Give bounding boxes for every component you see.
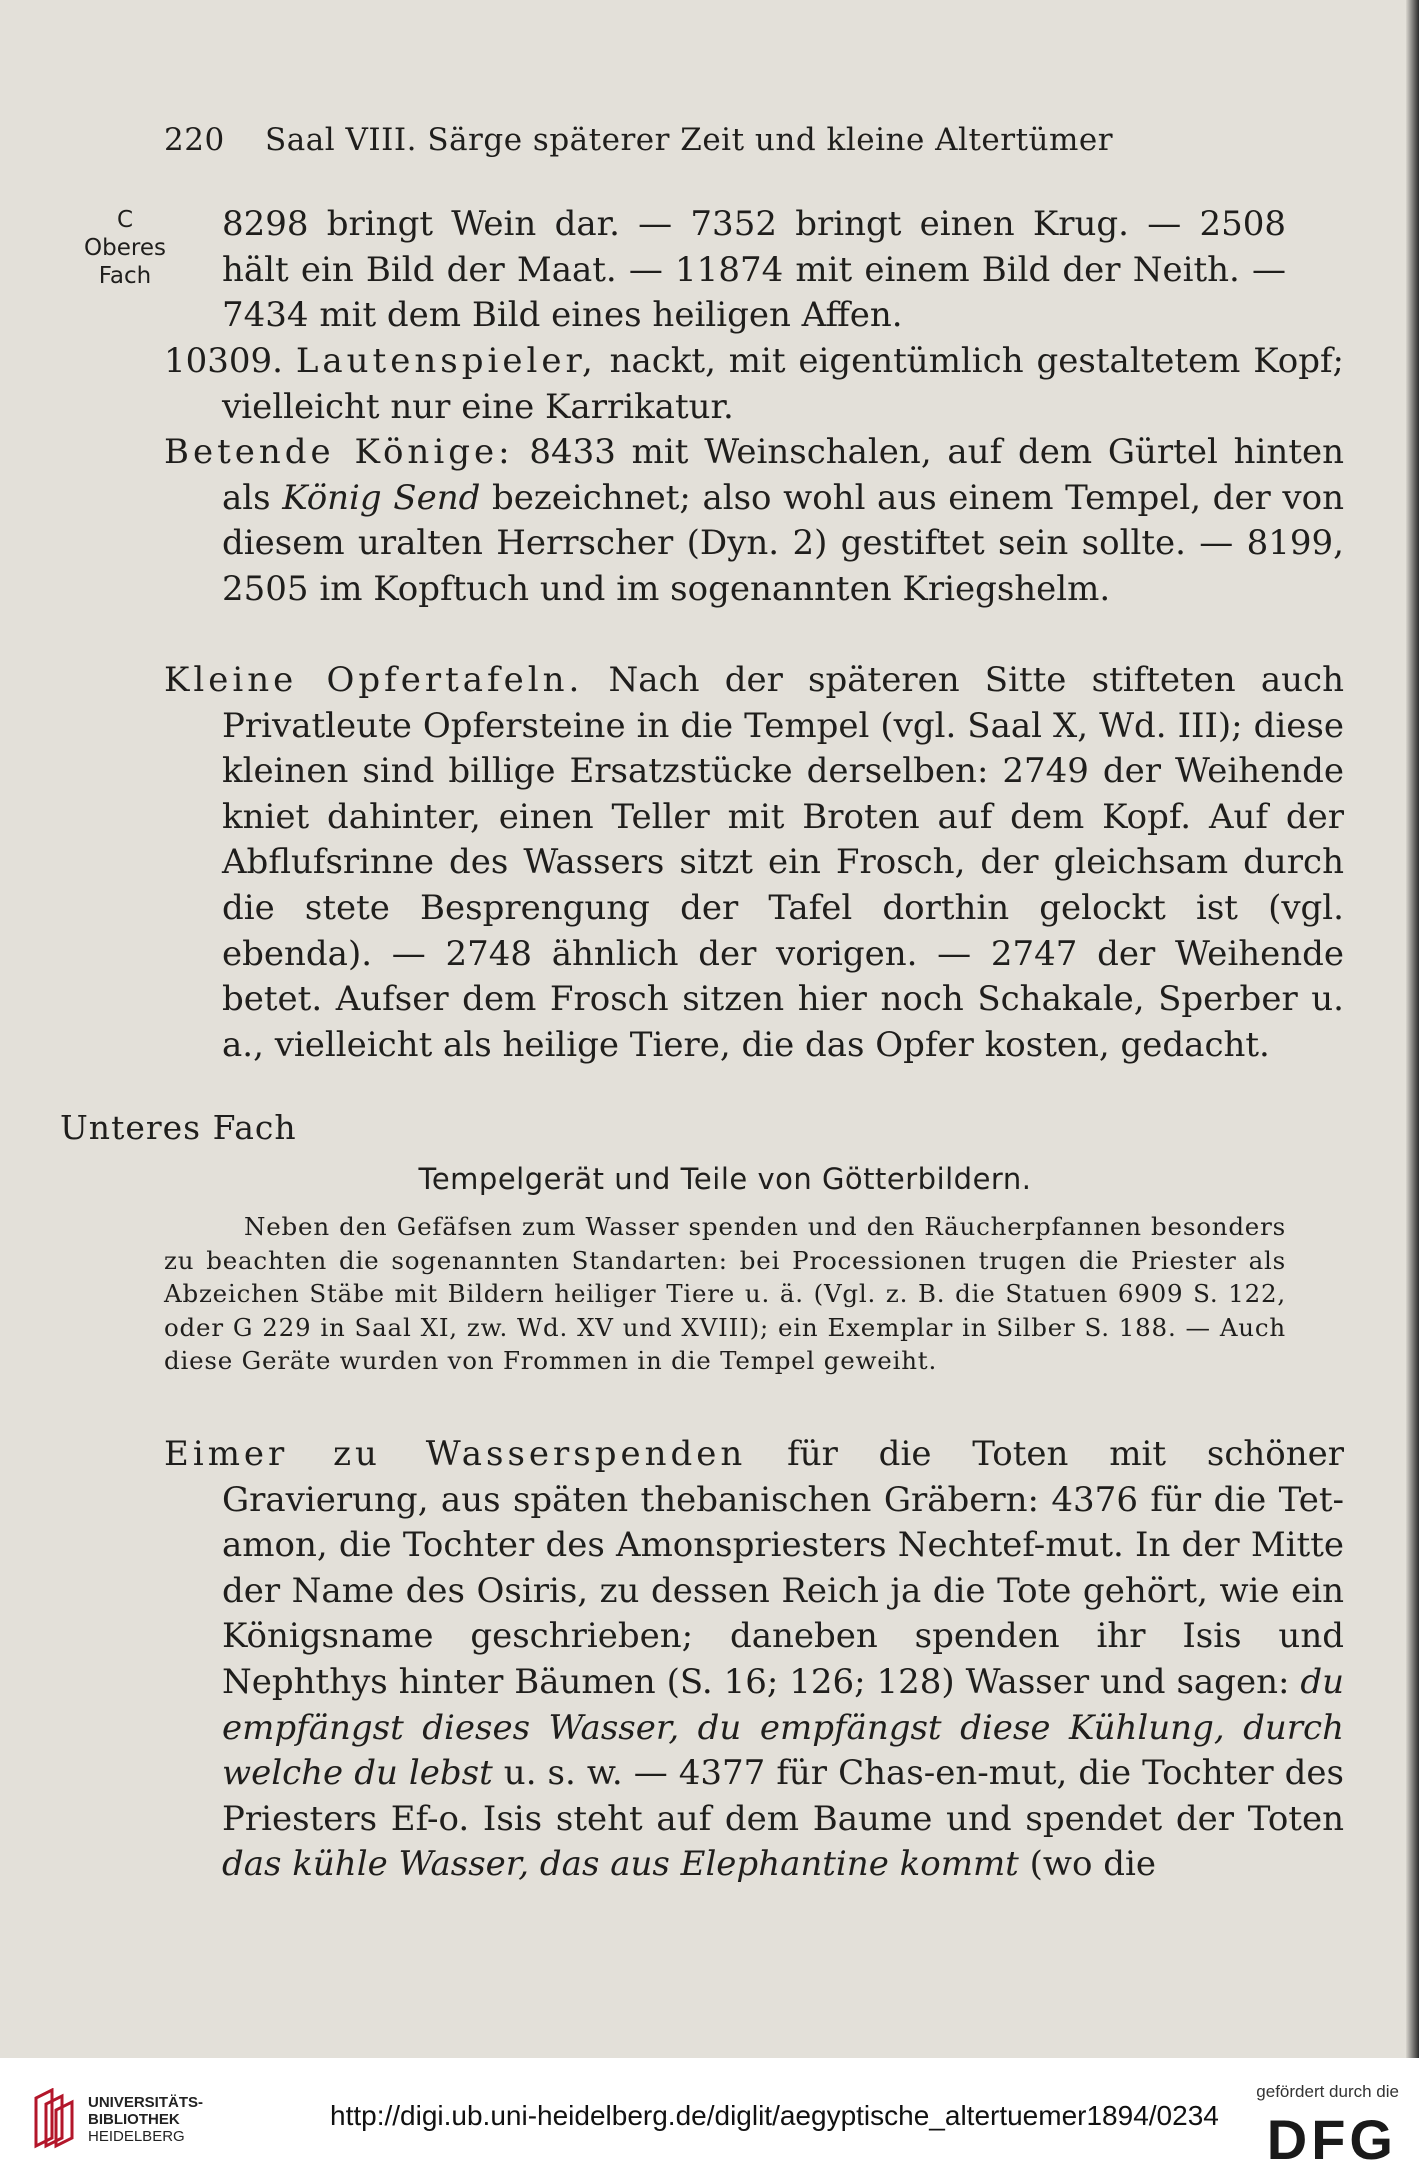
library-name-line: BIBLIOTHEK: [88, 2111, 180, 2128]
entry-text: nackt, mit eigentümlich gestaltetem Kopf; vielleicht nur eine Karrikatur.: [222, 341, 1345, 427]
page-number: 220: [164, 122, 225, 158]
paragraph-eimer: [164, 1432, 1344, 1888]
permalink-url[interactable]: http://digi.ub.uni-heidelberg.de/diglit/aegyptische_altertuemer1894/0234: [330, 2100, 1219, 2131]
running-title: Saal VIII. Särge späterer Zeit und kleine Altertümer: [265, 122, 1114, 158]
section-label: Unteres Fach: [60, 1108, 297, 1147]
library-name: [88, 2094, 203, 2145]
entry-text: u. s. w. — 4377 für Chas-en-mut, die Tochter des Priesters Ef-o. Isis steht auf dem Baume und spendet der Toten: [222, 1753, 1344, 1839]
entry-italic: du empfängst dieses Wasser, du empfängst diese Kühlung, durch welche du lebst: [222, 1661, 1344, 1794]
entry-term: Kleine Opfertafeln.: [164, 660, 584, 700]
entry-text: bezeichnet; also wohl aus einem Tempel, der von diesem uralten Herrscher (Dyn. 2) gestiftet sein sollte. — 8199, 2505 im Kopftuch und im sogenannten Kriegshelm.: [222, 477, 1344, 609]
subheading: Tempelgerät und Teile von Götterbildern.: [418, 1162, 1032, 1196]
entry-term: Betende Könige:: [164, 432, 514, 472]
footer-bar: [0, 2058, 1419, 2176]
running-header: [164, 122, 1194, 158]
page-edge-shadow: [1406, 0, 1419, 2058]
entry-text: Nach der späteren Sitte stifteten auch Privatleute Opfersteine in die Tempel (vgl. Saal X, Wd. III); diese kleinen sind billige Ersatzstücke derselben: 2749 der Weihende kniet dahinter, einen Teller mit Broten auf dem Kopf. Auf der Abflufsrinne des Wassers sitzt ein Frosch, der gleichsam durch die stete Besprengung der Tafel dorthin gelockt ist (vgl. ebenda). — 2748 ähnlich der vorigen. — 2747 der Weihende betet. Aufser dem Frosch sitzen hier noch Schakale, Sperber u. a., vielleicht als heilige Tiere, die das Opfer kosten, gedacht.: [222, 660, 1344, 1065]
paragraph-betende-koenige: [164, 430, 1344, 612]
entry-italic: König Send: [282, 477, 481, 518]
paragraph-continuation: 8298 bringt Wein dar. — 7352 bringt einen Krug. — 2508 hält ein Bild der Maat. — 11874 mit einem Bild der Neith. — 7434 mit dem Bild eines heiligen Affen.: [222, 204, 1286, 336]
margin-note-line: Fach: [98, 263, 152, 289]
entry-number: 10309.: [164, 341, 283, 381]
small-print-paragraph: Neben den Gefäfsen zum Wasser spenden und den Räucherpfannen besonders zu beachten die sogenannten Standarten: bei Processionen trugen die Priester als Abzeichen Stäbe mit Bildern heiliger Tiere u. ä. (Vgl. z. B. die Statuen 6909 S. 122, oder G 229 in Saal XI, zw. Wd. XV und XVIII); ein Exemplar in Silber S. 188. — Auch diese Geräte wurden von Frommen in die Tempel geweiht.: [164, 1212, 1286, 1375]
entry-italic: das kühle Wasser, das aus Elephantine kommt: [222, 1844, 1019, 1885]
entry-term: Eimer zu Wasserspenden: [164, 1434, 747, 1474]
university-library-logo-icon: [32, 2088, 78, 2150]
margin-note: [60, 206, 190, 290]
paragraph-opfertafeln: [164, 658, 1344, 1068]
paragraph-lautenspieler: [164, 339, 1344, 430]
entry-term: Lautenspieler,: [295, 341, 597, 381]
funding-caption: gefördert durch die: [1256, 2082, 1399, 2101]
margin-note-line: C: [116, 207, 134, 233]
library-name-line: HEIDELBERG: [88, 2128, 185, 2145]
entry-text: 8433 mit Weinschalen, auf dem Gürtel hinten als: [222, 432, 1344, 518]
entry-text: (wo die: [1018, 1844, 1157, 1885]
dfg-logo: DFG: [1266, 2108, 1397, 2171]
entry-text: für die Toten mit schöner Gravierung, aus späten thebanischen Gräbern: 4376 für die Tet-amon, die Tochter des Amonspriesters Nechtef-mut. In der Mitte der Name des Osiris, zu dessen Reich ja die Tote gehört, wie ein Königsname geschrieben; daneben spenden ihr Isis und Nephthys hinter Bäumen (S. 16; 126; 128) Wasser und sagen:: [222, 1434, 1344, 1702]
margin-note-line: Oberes: [84, 235, 166, 261]
library-name-line: UNIVERSITÄTS-: [88, 2094, 204, 2111]
